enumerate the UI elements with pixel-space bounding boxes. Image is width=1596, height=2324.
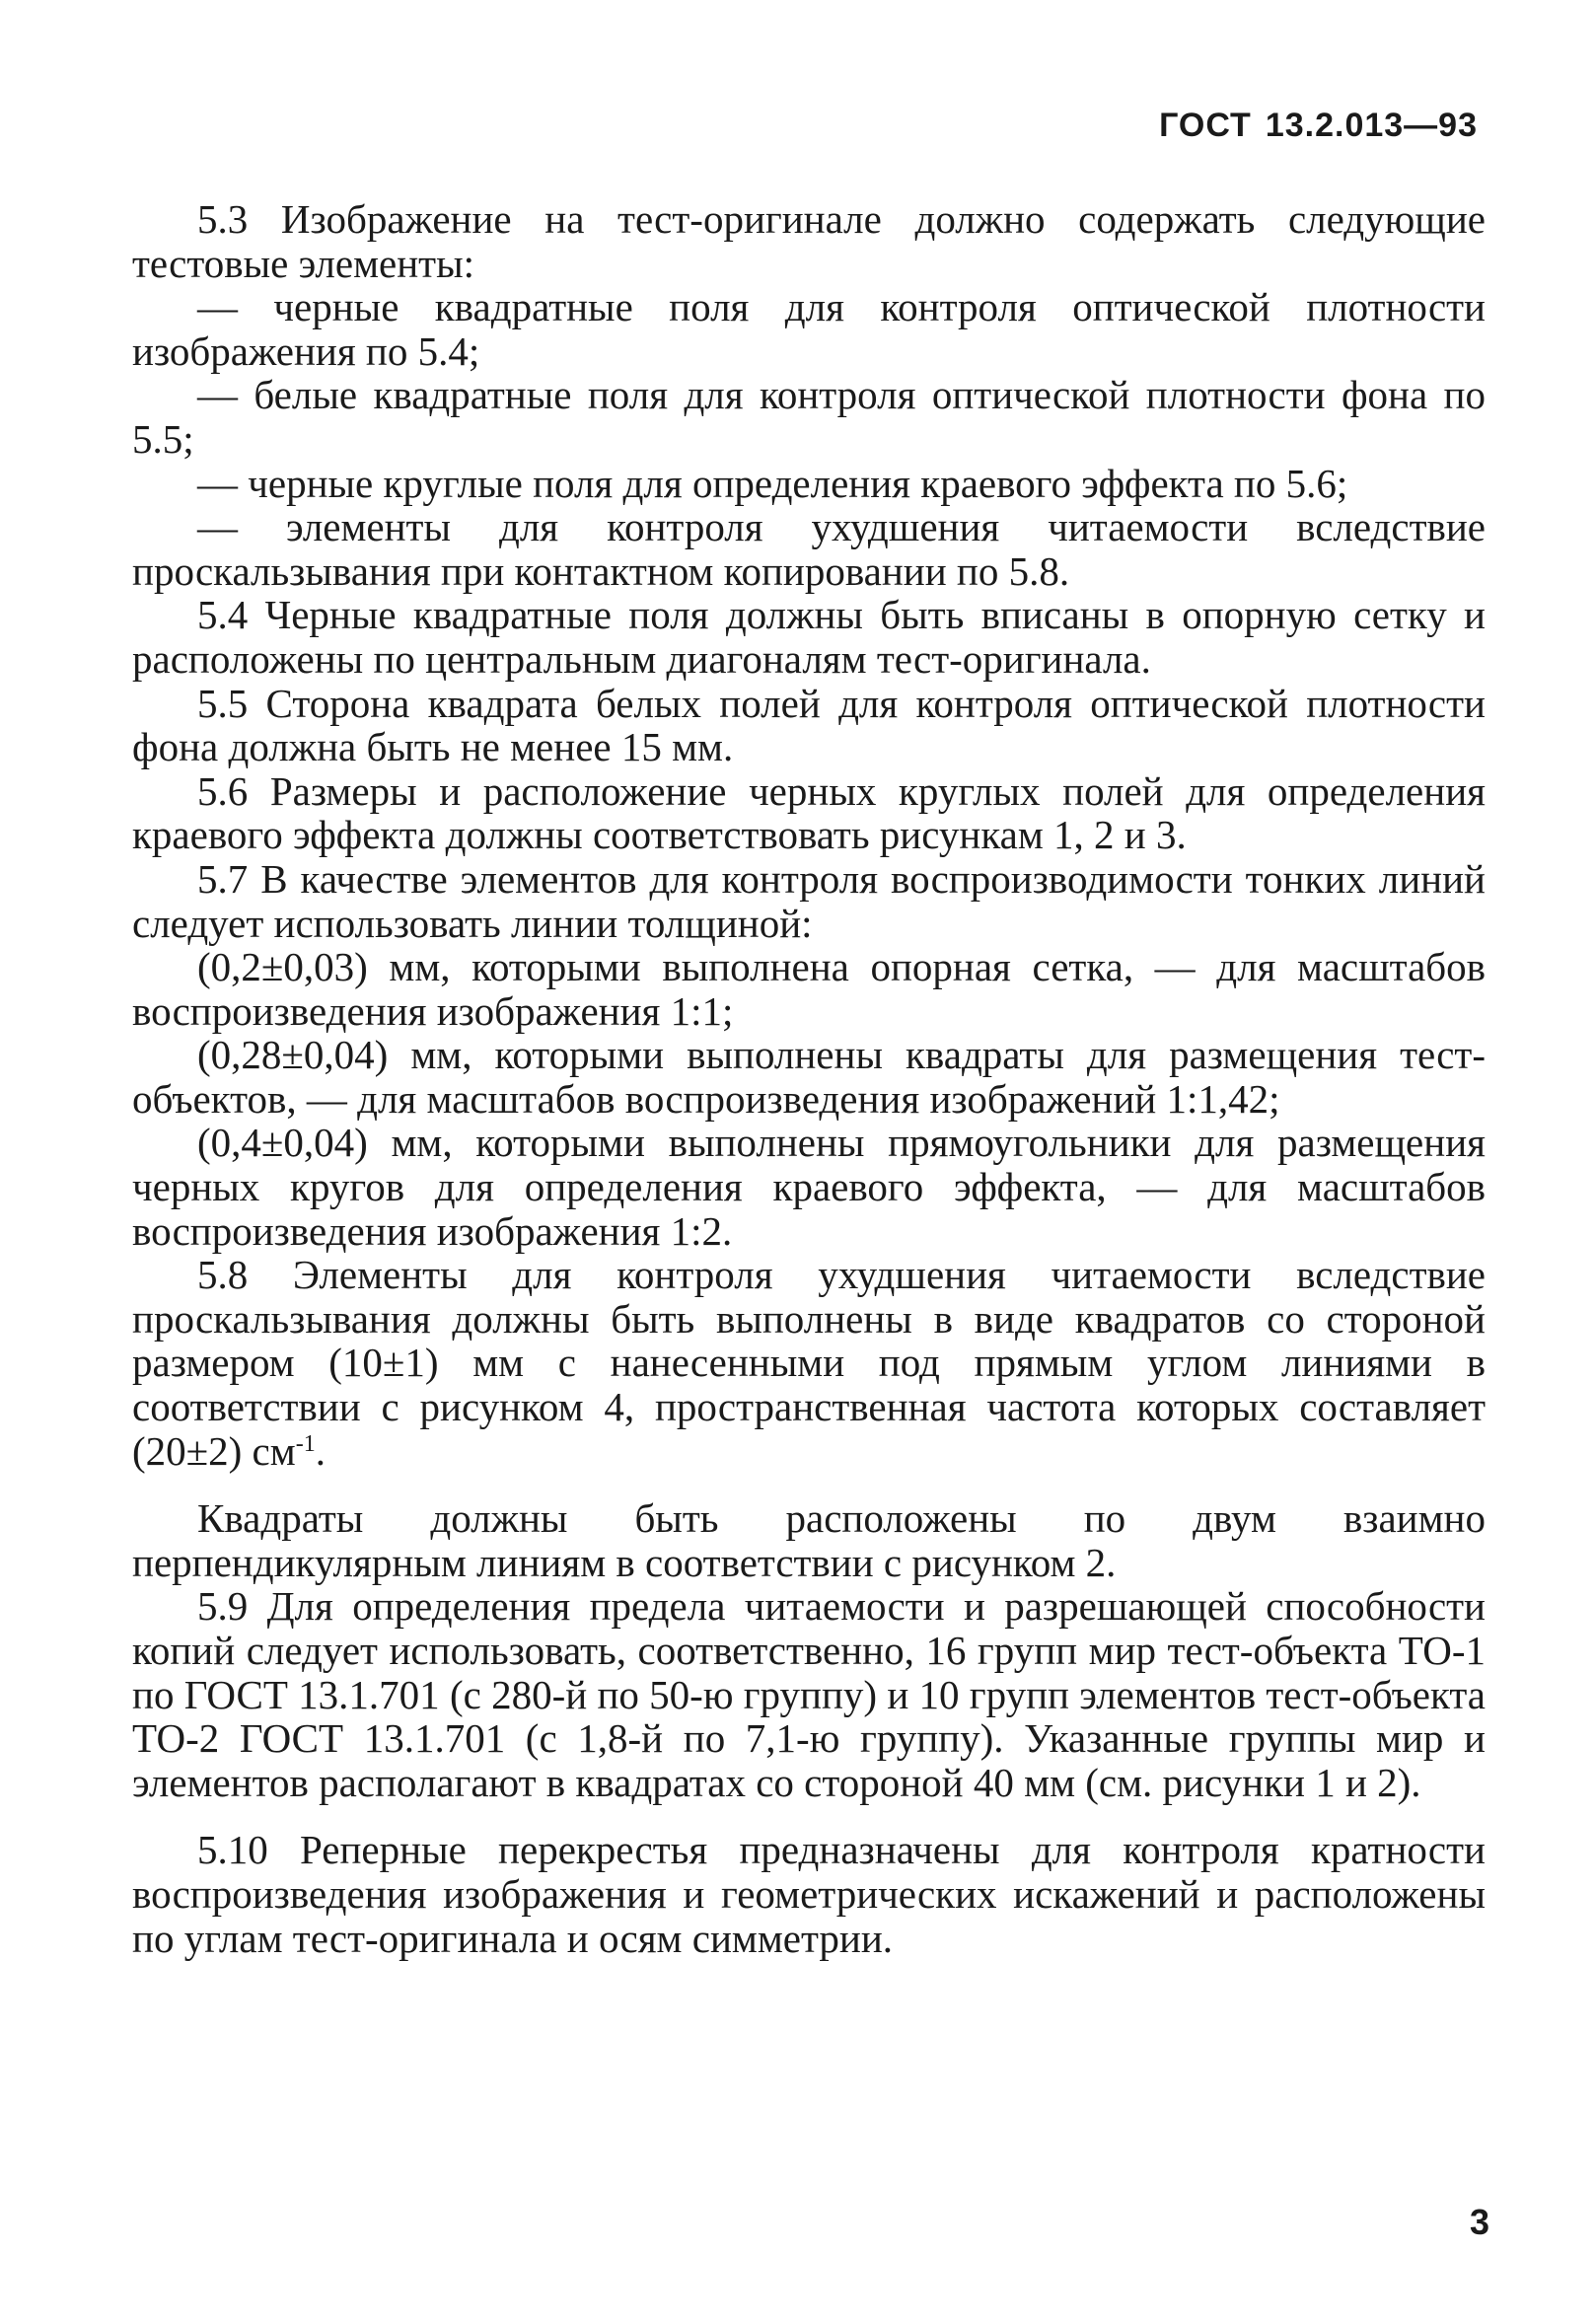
header-standard-number: 13.2.013—93 (1265, 107, 1478, 144)
paragraph-5-9: 5.9 Для определения предела читаемости и разрешающей способности копий следует использовать, соответственно, 16 групп мир тест-объекта ТО-1 по ГОСТ 13.1.701 (с 280-й по 50-ю группу) и 10 групп элементов тест-объекта ТО-2 ГОСТ 13.1.701 (с 1,8-й по 7,1-ю группу). Указанные группы мир и элементов располагают в квадратах со стороной 40 мм (см. рисунки 1 и 2). (132, 1583, 1486, 1805)
paragraph-5-7: 5.7 В качестве элементов для контроля воспроизводимости тонких линий следует использовать линии толщиной: (132, 855, 1486, 946)
page-number: 3 (1469, 2202, 1489, 2242)
paragraph-5-3: 5.3 Изображение на тест-оригинале должно содержать следующие тестовые элементы: (132, 196, 1486, 286)
paragraph-5-8-superscript: -1 (295, 1430, 316, 1457)
paragraph-squares-arrangement: Квадраты должны быть расположены по двум взаимно перпендикулярным линиям в соответствии с рисунком 2. (132, 1495, 1486, 1585)
paragraph-5-10: 5.10 Реперные перекрестья предназначены для контроля кратности воспроизведения изображения и геометрических искажений и расположены по углам тест-оригинала и осям симметрии. (132, 1827, 1486, 1961)
line-width-item-2: (0,28±0,04) мм, которыми выполнены квадраты для размещения тест-объектов, — для масштабов воспроизведения изображений 1:1,42; (132, 1032, 1486, 1122)
paragraph-5-8-end: . (315, 1427, 326, 1474)
paragraph-5-5: 5.5 Сторона квадрата белых полей для контроля оптической плотности фона должна быть не менее 15 мм. (132, 680, 1486, 770)
list-item-slip-elements: — элементы для контроля ухудшения читаемости вследствие проскальзывания при контактном копировании по 5.8. (132, 504, 1486, 594)
paragraph-5-8-text: 5.8 Элементы для контроля ухудшения читаемости вследствие проскальзывания должны быть выполнены в виде квадратов со стороной размером (10±1) мм с нанесенными под прямым углом линиями в соответствии с рисунком 4, пространственная частота которых составляет (20±2) см (132, 1252, 1486, 1474)
paragraph-5-6: 5.6 Размеры и расположение черных круглых полей для определения краевого эффекта должны соответствовать рисункам 1, 2 и 3. (132, 767, 1486, 858)
paragraph-5-4: 5.4 Черные квадратные поля должны быть вписаны в опорную сетку и расположены по центральным диагоналям тест-оригинала. (132, 592, 1486, 682)
document-body (132, 197, 1486, 1960)
list-item-white-square-fields: — белые квадратные поля для контроля оптической плотности фона по 5.5; (132, 372, 1486, 462)
header-standard-label: ГОСТ (1159, 107, 1252, 144)
document-header (1159, 107, 1478, 145)
paragraph-5-8 (132, 1253, 1486, 1473)
line-width-item-1: (0,2±0,03) мм, которыми выполнена опорная сетка, — для масштабов воспроизведения изображения 1:1; (132, 944, 1486, 1034)
list-item-black-round-fields: — черные круглые поля для определения краевого эффекта по 5.6; (197, 460, 1348, 506)
line-width-item-3: (0,4±0,04) мм, которыми выполнены прямоугольники для размещения черных кругов для определения краевого эффекта, — для масштабов воспроизведения изображения 1:2. (132, 1120, 1486, 1254)
list-item-black-square-fields: — черные квадратные поля для контроля оптической плотности изображения по 5.4; (132, 284, 1486, 374)
